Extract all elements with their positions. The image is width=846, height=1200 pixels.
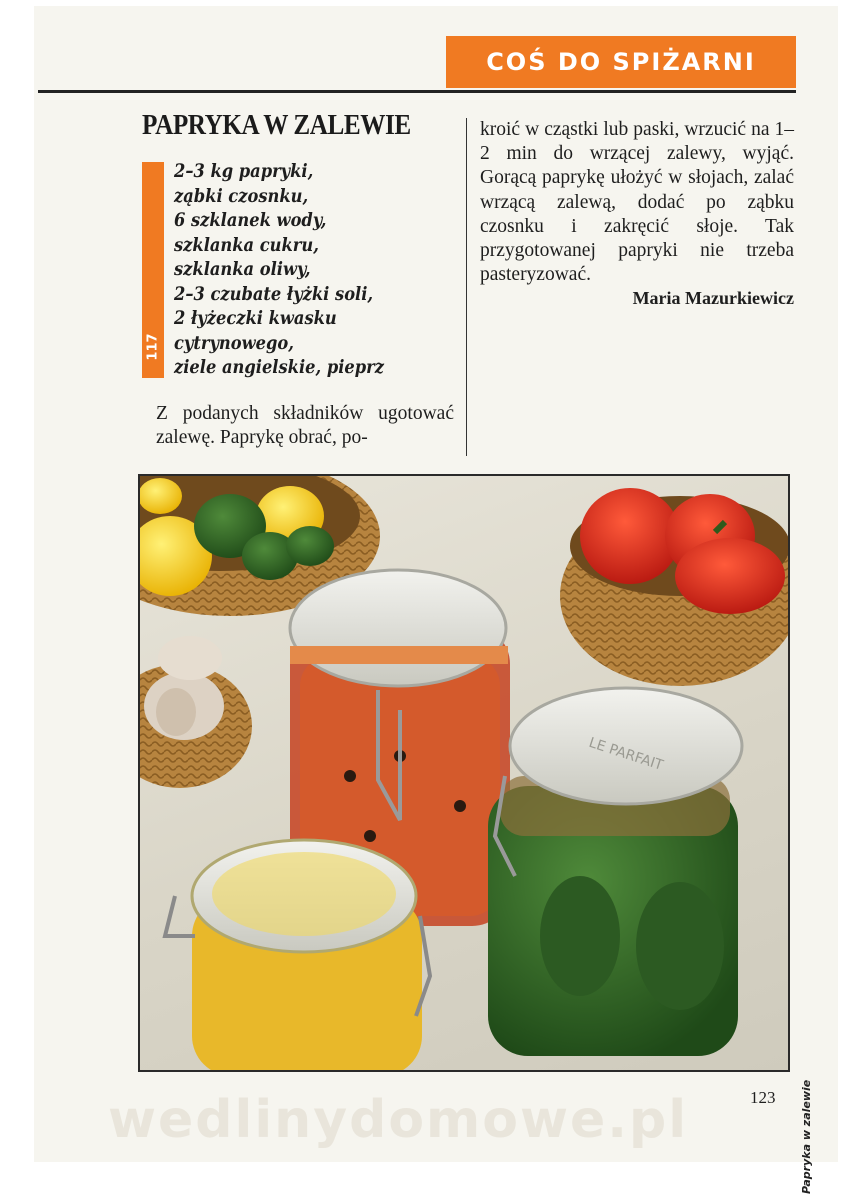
section-header bbox=[446, 36, 796, 88]
method-text-left: Z podanych składników ugotować zalewę. Paprykę obrać, po- bbox=[156, 403, 454, 449]
header-rule bbox=[38, 90, 796, 93]
ingredient-item: ząbki czosnku, bbox=[174, 185, 309, 207]
photo-illustration bbox=[140, 476, 788, 1070]
recipe-number-label: 117 bbox=[145, 333, 161, 361]
recipe-number bbox=[142, 325, 164, 369]
ingredient-item: ziele angielskie, pieprz bbox=[174, 357, 384, 378]
recipe-photo bbox=[138, 474, 790, 1072]
recipe-title: PAPRYKA W ZALEWIE bbox=[142, 110, 411, 141]
svg-text:LE PARFAIT: LE PARFAIT bbox=[586, 734, 665, 774]
ingredient-item: 2 łyżeczki kwasku bbox=[174, 308, 337, 329]
section-title: COŚ DO SPIŻARNI bbox=[486, 48, 756, 76]
ingredient-item: szklanka cukru, bbox=[174, 234, 319, 256]
method-text-right: kroić w cząstki lub paski, wrzucić na 1–2 min do wrzącej zalewy, wyjąć. Gorącą paprykę ułożyć w słojach, zalać wrzącą zalewą, dodać po ząbku czosnku i zakręcić słoje. Tak przygotowanej papryki nie trzeba pasteryzować. bbox=[480, 119, 794, 286]
ingredient-item: cytrynowego, bbox=[174, 332, 294, 354]
ingredients-list bbox=[174, 160, 474, 381]
ingredient-item: 2–3 czubate łyżki soli, bbox=[174, 283, 374, 305]
page-number: 123 bbox=[750, 1088, 776, 1107]
author-name: Maria Mazurkiewicz bbox=[632, 288, 794, 308]
photo-caption bbox=[800, 1079, 814, 1194]
ingredient-item: 6 szklanek wody, bbox=[174, 210, 327, 231]
watermark: wedlinydomowe.pl bbox=[108, 1090, 689, 1150]
photo-caption-text: Papryka w zalewie bbox=[800, 1079, 813, 1194]
column-divider bbox=[466, 118, 467, 456]
ingredient-item: 2–3 kg papryki, bbox=[174, 161, 314, 182]
ingredient-item: szklanka oliwy, bbox=[174, 259, 311, 280]
